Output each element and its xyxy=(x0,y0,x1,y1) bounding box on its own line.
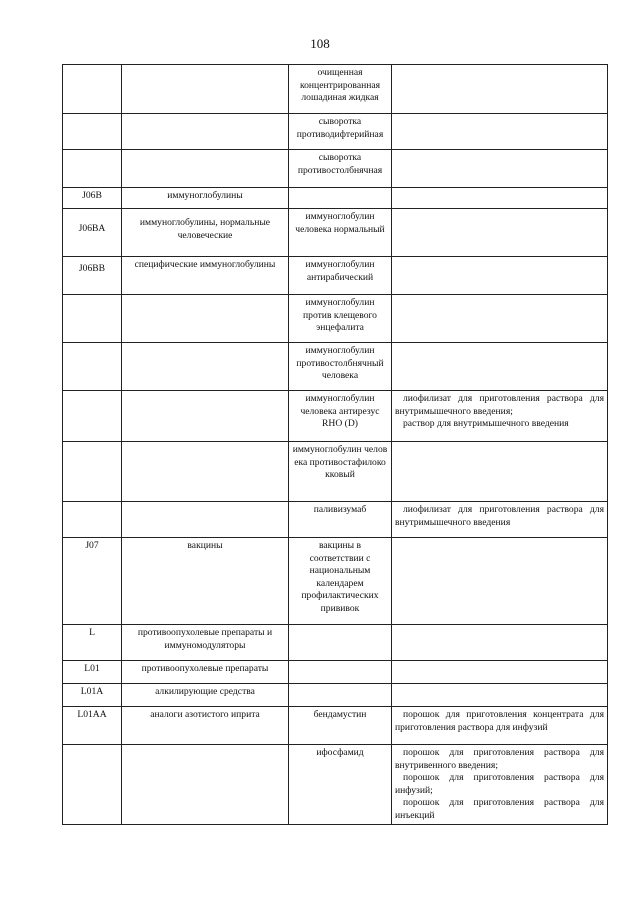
table-row xyxy=(63,391,608,442)
table-row xyxy=(63,625,608,661)
group-cell xyxy=(122,150,289,188)
group-cell xyxy=(122,745,289,825)
dosage-form-cell xyxy=(392,684,608,707)
drug-name-cell: сыворотка противодифтерийная xyxy=(289,114,392,150)
dosage-form-cell xyxy=(392,745,608,825)
drug-name-cell: бендамустин xyxy=(289,707,392,745)
dosage-form-cell xyxy=(392,442,608,502)
drug-name-cell: паливизумаб xyxy=(289,502,392,538)
dosage-form-line: лиофилизат для приготовления раствора для внутримышечного введения xyxy=(395,504,604,528)
dosage-form-line: порошок для приготовления концентрата для приготовления раствора для инфузий xyxy=(395,709,604,733)
group-cell: алкилирующие средства xyxy=(122,684,289,707)
atc-code-cell xyxy=(63,295,122,343)
atc-code-cell: J06BA xyxy=(63,209,122,257)
group-cell xyxy=(122,65,289,114)
group-cell: аналоги азотистого иприта xyxy=(122,707,289,745)
dosage-form-cell xyxy=(392,661,608,684)
table-row xyxy=(63,150,608,188)
table-row xyxy=(63,188,608,209)
dosage-form-cell xyxy=(392,257,608,295)
group-cell: иммуноглобулины, нормальные человеческие xyxy=(122,209,289,257)
group-cell: специфические иммуноглобулины xyxy=(122,257,289,295)
drug-name-cell xyxy=(289,661,392,684)
drug-name-cell: иммуноглобулин антирабический xyxy=(289,257,392,295)
group-cell: иммуноглобулины xyxy=(122,188,289,209)
dosage-form-cell xyxy=(392,343,608,391)
dosage-form-cell xyxy=(392,707,608,745)
group-cell: вакцины xyxy=(122,538,289,625)
dosage-form-cell xyxy=(392,295,608,343)
atc-code-cell: L01 xyxy=(63,661,122,684)
table-row xyxy=(63,707,608,745)
table-row xyxy=(63,502,608,538)
atc-code-cell xyxy=(63,114,122,150)
atc-code-cell: J07 xyxy=(63,538,122,625)
dosage-form-line: лиофилизат для приготовления раствора для внутримышечного введения; xyxy=(395,393,604,417)
table-row xyxy=(63,343,608,391)
table-row xyxy=(63,538,608,625)
page-number: 108 xyxy=(310,36,330,51)
dosage-form-cell xyxy=(392,209,608,257)
dosage-form-cell xyxy=(392,538,608,625)
dosage-form-cell xyxy=(392,65,608,114)
atc-code-cell xyxy=(63,65,122,114)
dosage-form-cell xyxy=(392,188,608,209)
atc-code-cell xyxy=(63,391,122,442)
dosage-form-line: порошок для приготовления раствора для инъекций xyxy=(395,797,604,821)
drug-name-cell xyxy=(289,625,392,661)
atc-code-cell: L01AA xyxy=(63,707,122,745)
dosage-form-line: порошок для приготовления раствора для внутривенного введения; xyxy=(395,747,604,771)
dosage-form-cell xyxy=(392,114,608,150)
group-cell: противоопухолевые препараты xyxy=(122,661,289,684)
dosage-form-line: раствор для внутримышечного введения xyxy=(403,418,569,429)
atc-code-cell xyxy=(63,442,122,502)
drug-name-cell xyxy=(289,188,392,209)
group-cell xyxy=(122,114,289,150)
drug-name-cell: иммуноглобулин человека противостафилококковый xyxy=(289,442,392,502)
table-row xyxy=(63,209,608,257)
drug-name-cell: ифосфамид xyxy=(289,745,392,825)
dosage-form-cell xyxy=(392,150,608,188)
drug-name-cell: иммуноглобулин человека антирезус RHO (D) xyxy=(289,391,392,442)
group-cell xyxy=(122,343,289,391)
atc-code-cell: J06B xyxy=(63,188,122,209)
drug-name-cell: иммуноглобулин против клещевого энцефалита xyxy=(289,295,392,343)
group-cell xyxy=(122,442,289,502)
table-row xyxy=(63,745,608,825)
drug-table xyxy=(62,64,608,825)
table-row xyxy=(63,114,608,150)
atc-code-cell: J06BB xyxy=(63,257,122,295)
dosage-form-cell xyxy=(392,625,608,661)
drug-name-cell: очищенная концентрированная лошадиная жидкая xyxy=(289,65,392,114)
atc-code-cell xyxy=(63,745,122,825)
table-row xyxy=(63,684,608,707)
dosage-form-cell xyxy=(392,502,608,538)
table-row xyxy=(63,257,608,295)
drug-name-cell xyxy=(289,684,392,707)
drug-name-cell: сыворотка противостолбнячная xyxy=(289,150,392,188)
atc-code-cell xyxy=(63,150,122,188)
group-cell xyxy=(122,502,289,538)
dosage-form-cell xyxy=(392,391,608,442)
atc-code-cell xyxy=(63,502,122,538)
group-cell xyxy=(122,391,289,442)
table-row xyxy=(63,295,608,343)
drug-name-cell: иммуноглобулин противостолбнячный человека xyxy=(289,343,392,391)
group-cell: противоопухолевые препараты и иммуномодуляторы xyxy=(122,625,289,661)
atc-code-cell xyxy=(63,343,122,391)
dosage-form-line: порошок для приготовления раствора для инфузий; xyxy=(395,772,604,796)
table-row xyxy=(63,661,608,684)
table-row xyxy=(63,65,608,114)
atc-code-cell: L01A xyxy=(63,684,122,707)
drug-name-cell: иммуноглобулин человека нормальный xyxy=(289,209,392,257)
table-row xyxy=(63,442,608,502)
group-cell xyxy=(122,295,289,343)
atc-code-cell: L xyxy=(63,625,122,661)
drug-name-cell: вакцины в соответствии с национальным календарем профилактических прививок xyxy=(289,538,392,625)
